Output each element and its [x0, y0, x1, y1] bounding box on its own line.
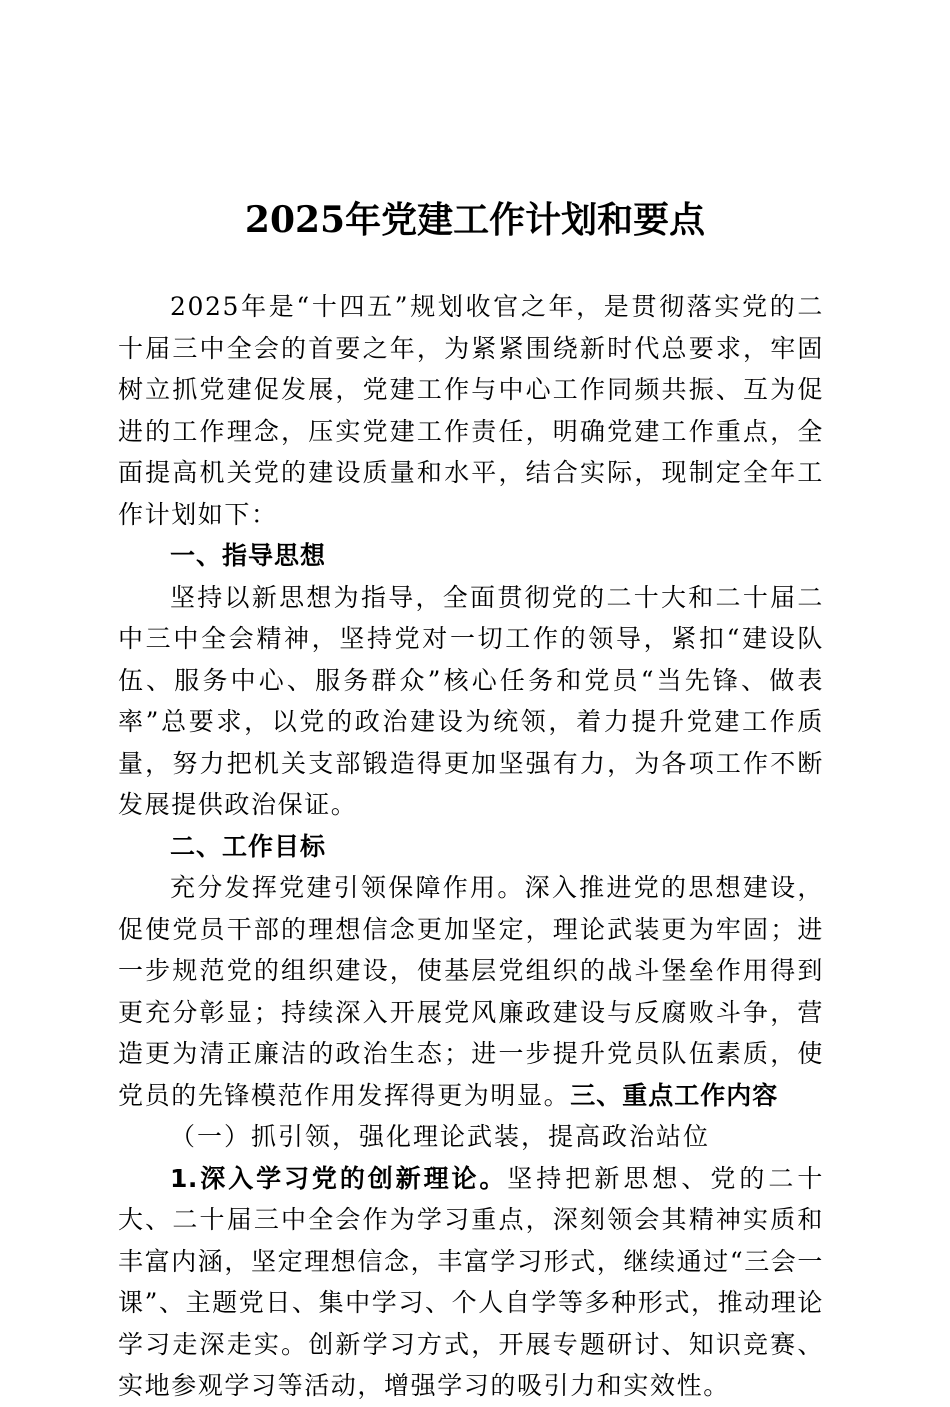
work-goals-text: 充分发挥党建引领保障作用。深入推进党的思想建设，促使党员干部的理想信念更加坚定，理论武装更为牢固；进一步规范党的组织建设，使基层党组织的战斗堡垒作用得到更充分彰显；持续深入开展党风廉政建设与反腐败斗争，营造更为清正廉洁的政治生态；进一步提升党员队伍素质，使党员的先锋模范作用发挥得更为明显。 — [118, 873, 824, 1110]
item-1-lead: 1.深入学习党的创新理论。 — [170, 1163, 508, 1193]
item-1-text: 坚持把新思想、党的二十大、二十届三中全会作为学习重点，深刻领会其精神实质和丰富内涵，坚定理想信念，丰富学习形式，继续通过“三会一课”、主题党日、集中学习、个人自学等多种形式，推动理论学习走深走实。创新学习方式，开展专题研讨、知识竞赛、实地参观学习等活动，增强学习的吸引力和实效性。 — [118, 1163, 824, 1400]
section-heading-work-goals: 二、工作目标 — [170, 831, 327, 861]
subsection-heading-theory: （一）抓引领，强化理论武装，提高政治站位 — [170, 1122, 711, 1151]
guiding-thought-paragraph: 坚持以新思想为指导，全面贯彻党的二十大和二十届二中三中全会精神，坚持党对一切工作的领导，紧扣“建设队伍、服务中心、服务群众”核心任务和党员“当先锋、做表率”总要求，以党的政治建设为统领，着力提升党建工作质量，努力把机关支部锻造得更加坚强有力，为各项工作不断发展提供政治保证。 — [118, 582, 824, 819]
section-heading-key-work: 三、重点工作内容 — [570, 1080, 779, 1110]
document-title: 2025年党建工作计划和要点 — [244, 199, 706, 241]
document-body — [118, 286, 824, 1407]
intro-paragraph: 2025年是“十四五”规划收官之年，是贯彻落实党的二十届三中全会的首要之年，为紧紧围绕新时代总要求，牢固树立抓党建促发展，党建工作与中心工作同频共振、互为促进的工作理念，压实党建工作责任，明确党建工作重点，全面提高机关党的建设质量和水平，结合实际，现制定全年工作计划如下： — [118, 292, 824, 529]
work-goals-paragraph — [118, 867, 824, 1116]
section-heading-guiding-thought: 一、指导思想 — [170, 541, 327, 570]
item-1-paragraph — [118, 1158, 824, 1407]
